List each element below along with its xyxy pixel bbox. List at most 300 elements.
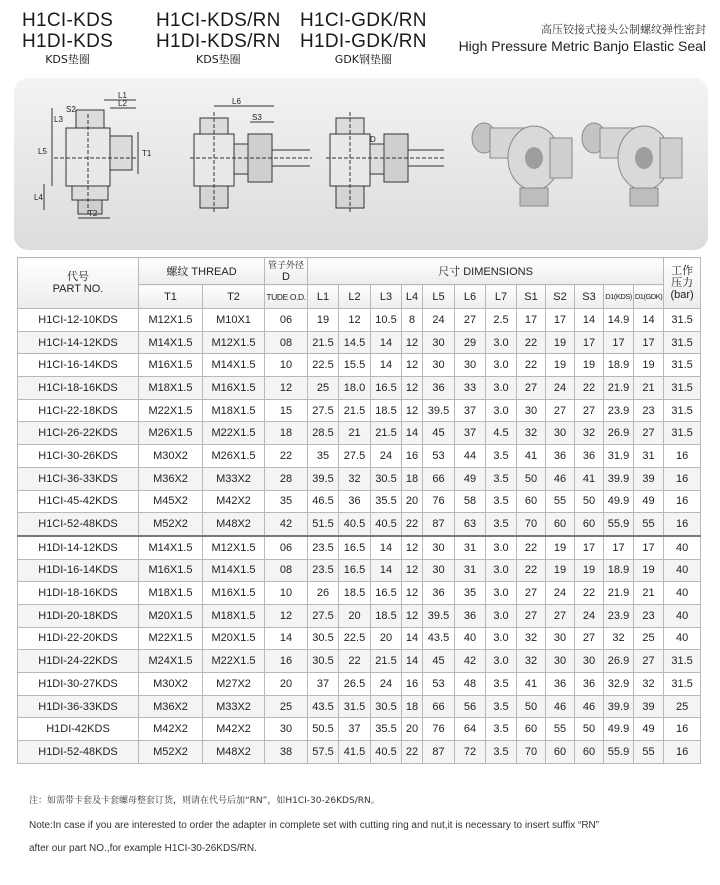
title-subtitle: KDS垫圈 [196,53,241,66]
table-cell: 72 [455,741,486,764]
table-cell: M10X1 [203,309,265,332]
table-cell: 27 [517,582,546,605]
table-cell: 3.0 [486,331,517,354]
table-cell: 40 [664,559,701,582]
table-cell: 27.5 [339,445,371,468]
title-subtitle: KDS垫圈 [45,53,90,66]
table-cell: 23.9 [604,399,634,422]
table-cell: 39.9 [604,695,634,718]
part-number-cell: H1DI-24-22KDS [18,650,139,673]
table-cell: 21 [634,582,664,605]
table-cell: 49 [634,718,664,741]
table-cell: 31 [634,445,664,468]
table-cell: 16.5 [371,377,402,400]
table-cell: M24X1.5 [139,650,203,673]
table-row [18,582,701,605]
part-number-cell: H1DI-14-12KDS [18,536,139,559]
drawing-label-l6: L6 [232,97,241,106]
table-cell: 06 [265,536,308,559]
table-cell: 24 [423,309,455,332]
table-cell: M14X1.5 [139,536,203,559]
table-cell: 18.5 [339,582,371,605]
table-cell: 31.5 [664,422,701,445]
table-row [18,354,701,377]
table-cell: 33 [455,377,486,400]
table-cell: 76 [423,490,455,513]
table-cell: 31.5 [664,309,701,332]
part-number-cell: H1DI-22-20KDS [18,627,139,650]
table-cell: 76 [423,718,455,741]
table-cell: 43.5 [308,695,339,718]
table-cell: 27.5 [308,399,339,422]
table-cell: M16X1.5 [139,559,203,582]
table-cell: 24 [371,673,402,696]
table-cell: 20 [402,718,423,741]
part-number-cell: H1CI-30-26KDS [18,445,139,468]
table-cell: M52X2 [139,513,203,536]
table-cell: 16 [664,490,701,513]
table-cell: 22 [517,331,546,354]
table-cell: 3.0 [486,354,517,377]
table-cell: M30X2 [139,673,203,696]
table-cell: 41 [517,445,546,468]
table-cell: 3.0 [486,604,517,627]
table-cell: 21.9 [604,582,634,605]
table-cell: 27 [517,377,546,400]
table-cell: 30 [423,354,455,377]
table-row [18,331,701,354]
header-l7: L7 [486,285,517,309]
table-cell: 50.5 [308,718,339,741]
table-cell: 43.5 [423,627,455,650]
table-cell: 31.5 [664,377,701,400]
table-cell: 36 [423,582,455,605]
table-cell: 41 [575,467,604,490]
table-cell: 06 [265,309,308,332]
table-cell: 26 [308,582,339,605]
table-cell: 3.5 [486,467,517,490]
header-pressure: 工作 压力 (bar) [664,258,701,309]
table-cell: 14 [371,354,402,377]
table-cell: 3.0 [486,650,517,673]
table-cell: 36 [339,490,371,513]
table-header-row [18,258,701,285]
table-cell: 17 [517,309,546,332]
product-photo-1 [472,123,572,206]
table-cell: 19 [634,354,664,377]
table-cell: 50 [575,490,604,513]
table-cell: 21.5 [371,650,402,673]
table-cell: 31 [455,536,486,559]
table-cell: 12 [339,309,371,332]
table-cell: 51.5 [308,513,339,536]
table-cell: 40.5 [371,741,402,764]
title-line: H1DI-GDK/RN [300,31,427,52]
header-l2: L2 [339,285,371,309]
header-tube: 管子外径 D [265,258,308,285]
table-cell: 58 [455,490,486,513]
table-cell: 36 [423,377,455,400]
table-cell: 55 [546,718,575,741]
table-cell: 12 [265,604,308,627]
table-cell: 22 [517,354,546,377]
table-cell: 40.5 [339,513,371,536]
table-cell: 87 [423,741,455,764]
part-number-cell: H1CI-45-42KDS [18,490,139,513]
table-cell: 21 [339,422,371,445]
table-cell: 10 [265,582,308,605]
header-l3: L3 [371,285,402,309]
table-cell: 27.5 [308,604,339,627]
table-cell: 32.9 [604,673,634,696]
title-line: H1CI-GDK/RN [300,10,427,31]
part-number-cell: H1CI-14-12KDS [18,331,139,354]
table-cell: M26X1.5 [139,422,203,445]
table-cell: 31.5 [664,331,701,354]
table-cell: 14 [371,536,402,559]
table-cell: 3.5 [486,490,517,513]
header-d1-gdk: D1(GDK) [634,285,664,309]
table-cell: 15.5 [339,354,371,377]
table-cell: 55.9 [604,741,634,764]
table-cell: 50 [517,695,546,718]
table-cell: 40.5 [371,513,402,536]
table-cell: 60 [575,513,604,536]
table-cell: 57.5 [308,741,339,764]
drawing-label-s2: S2 [66,105,76,114]
drawing-label-l1: L1 [118,91,127,100]
page-header [0,0,720,78]
table-cell: 25 [265,695,308,718]
table-cell: M36X2 [139,467,203,490]
table-cell: 30.5 [308,627,339,650]
table-cell: 31.5 [664,673,701,696]
table-row [18,445,701,468]
title-subtitle: GDK钢垫圈 [334,53,393,66]
table-cell: 46 [546,695,575,718]
table-row [18,422,701,445]
table-cell: M45X2 [139,490,203,513]
header-thread: 螺纹 THREAD [139,258,265,285]
table-row [18,536,701,559]
table-row [18,467,701,490]
table-cell: 12 [402,582,423,605]
table-cell: 14 [371,331,402,354]
table-cell: 27 [634,422,664,445]
table-cell: 3.0 [486,627,517,650]
header-l6: L6 [455,285,486,309]
table-cell: 66 [423,695,455,718]
table-cell: 19 [575,559,604,582]
table-cell: 87 [423,513,455,536]
table-cell: 4.5 [486,422,517,445]
table-cell: 22 [265,445,308,468]
dimensions-table-wrapper [17,257,700,764]
table-cell: 38 [265,741,308,764]
table-cell: 36 [455,604,486,627]
title-line: H1CI-KDS [22,10,114,31]
table-cell: 08 [265,559,308,582]
drawing-gdk-rn-section [326,112,446,212]
part-number-cell: H1CI-16-14KDS [18,354,139,377]
table-cell: 30 [423,331,455,354]
table-row [18,604,701,627]
table-cell: 27 [455,309,486,332]
table-cell: 18.5 [371,604,402,627]
table-cell: 12 [402,399,423,422]
table-row [18,309,701,332]
table-cell: 16.5 [339,559,371,582]
table-cell: 20 [371,627,402,650]
product-photo-2 [582,123,682,206]
table-cell: M52X2 [139,741,203,764]
header-s3: S3 [575,285,604,309]
table-cell: 23 [634,399,664,422]
table-cell: 41.5 [339,741,371,764]
table-cell: M48X2 [203,741,265,764]
table-cell: 19 [546,536,575,559]
table-cell: 8 [402,309,423,332]
table-cell: 24 [575,604,604,627]
table-cell: 14 [634,309,664,332]
table-cell: 70 [517,513,546,536]
table-cell: 22 [517,559,546,582]
table-cell: 53 [423,445,455,468]
table-cell: 49 [455,467,486,490]
table-cell: M14X1.5 [203,354,265,377]
table-cell: 12 [402,377,423,400]
table-cell: 16 [664,718,701,741]
table-cell: M33X2 [203,695,265,718]
table-cell: 17 [604,536,634,559]
table-cell: 16 [402,445,423,468]
table-cell: 60 [575,741,604,764]
table-cell: 45 [423,422,455,445]
table-cell: 24 [546,582,575,605]
table-cell: 49.9 [604,718,634,741]
header-s1: S1 [517,285,546,309]
table-cell: 27 [546,604,575,627]
table-cell: 17 [604,331,634,354]
table-cell: M18X1.5 [203,604,265,627]
table-cell: 30 [455,354,486,377]
table-cell: 26.5 [339,673,371,696]
table-cell: M14X1.5 [203,559,265,582]
table-cell: 30 [575,650,604,673]
title-column-kds-rn [156,10,281,67]
table-cell: 32 [517,422,546,445]
title-line: H1CI-KDS/RN [156,10,281,31]
table-cell: 3.5 [486,718,517,741]
table-cell: M12X1.5 [203,331,265,354]
table-cell: 16 [664,445,701,468]
table-cell: 35.5 [371,718,402,741]
table-cell: 18 [402,467,423,490]
table-cell: 49 [634,490,664,513]
table-cell: 31.5 [664,650,701,673]
table-cell: 48 [455,673,486,696]
table-row [18,741,701,764]
table-cell: 60 [546,741,575,764]
table-row [18,377,701,400]
note-english-line1: Note:In case if you are interested to order the adapter in complete set with cutting ring and nut,it is necessary to insert suffix “RN” [29,820,600,831]
table-cell: 32 [517,627,546,650]
table-cell: 50 [517,467,546,490]
table-cell: 37 [339,718,371,741]
table-cell: 55 [634,513,664,536]
table-cell: 46.5 [308,490,339,513]
table-cell: 22 [402,513,423,536]
header-l5: L5 [423,285,455,309]
table-cell: 25 [308,377,339,400]
table-cell: 17 [575,536,604,559]
table-body [18,309,701,764]
drawing-label-t2: T2 [88,209,98,218]
table-cell: 30.5 [308,650,339,673]
table-cell: 21.5 [308,331,339,354]
table-cell: 16 [402,673,423,696]
table-cell: 49.9 [604,490,634,513]
table-cell: 27 [517,604,546,627]
table-cell: 39.5 [423,399,455,422]
table-cell: 21.9 [604,377,634,400]
table-cell: 21.5 [339,399,371,422]
table-row [18,627,701,650]
table-cell: 35.5 [371,490,402,513]
table-cell: 19 [634,559,664,582]
table-cell: 30 [265,718,308,741]
drawing-label-t1: T1 [142,149,152,158]
part-number-cell: H1CI-36-33KDS [18,467,139,490]
table-cell: 35 [455,582,486,605]
table-cell: M48X2 [203,513,265,536]
notes-section [29,795,709,855]
part-number-cell: H1DI-42KDS [18,718,139,741]
table-cell: 20 [265,673,308,696]
table-cell: 32 [517,650,546,673]
table-cell: 17 [575,331,604,354]
part-number-cell: H1DI-18-16KDS [18,582,139,605]
table-cell: 39 [634,695,664,718]
table-cell: 27 [634,650,664,673]
table-cell: 30 [423,536,455,559]
table-cell: 12 [402,536,423,559]
table-cell: 22 [575,377,604,400]
table-cell: M33X2 [203,467,265,490]
table-cell: 40 [664,582,701,605]
drawing-label-l2: L2 [118,99,127,108]
header-l4: L4 [402,285,423,309]
table-cell: 19 [308,309,339,332]
table-cell: 3.0 [486,559,517,582]
table-cell: 16 [664,513,701,536]
table-cell: 14 [402,627,423,650]
table-cell: 56 [455,695,486,718]
table-cell: 46 [546,467,575,490]
description-en: High Pressure Metric Banjo Elastic Seal [458,38,706,54]
table-cell: 30.5 [371,695,402,718]
table-row [18,513,701,536]
table-cell: 27 [575,627,604,650]
table-cell: 40 [664,604,701,627]
table-cell: 36 [575,673,604,696]
table-cell: M26X1.5 [203,445,265,468]
table-cell: 3.5 [486,673,517,696]
table-cell: M42X2 [139,718,203,741]
table-cell: 24 [546,377,575,400]
table-cell: 16.5 [339,536,371,559]
table-cell: M30X2 [139,445,203,468]
part-number-cell: H1CI-22-18KDS [18,399,139,422]
table-cell: 12 [402,604,423,627]
table-cell: M22X1.5 [203,650,265,673]
table-cell: 32 [575,422,604,445]
header-d1-kds: D1(KDS) [604,285,634,309]
table-row [18,650,701,673]
part-number-cell: H1DI-30-27KDS [18,673,139,696]
table-cell: M22X1.5 [139,399,203,422]
table-row [18,673,701,696]
table-cell: 12 [402,559,423,582]
table-cell: M36X2 [139,695,203,718]
table-cell: 63 [455,513,486,536]
part-number-cell: H1DI-52-48KDS [18,741,139,764]
table-cell: 42 [265,513,308,536]
table-cell: 22 [517,536,546,559]
table-cell: 16 [664,741,701,764]
table-cell: 30 [546,650,575,673]
table-cell: 37 [308,673,339,696]
title-column-gdk-rn [300,10,427,67]
table-cell: 39.9 [604,467,634,490]
table-cell: 66 [423,467,455,490]
table-cell: M20X1.5 [139,604,203,627]
table-cell: 60 [517,490,546,513]
table-cell: M18X1.5 [203,399,265,422]
table-cell: 23.5 [308,536,339,559]
table-cell: 36 [546,673,575,696]
drawing-label-d: D [370,135,376,144]
title-line: H1DI-KDS/RN [156,31,281,52]
table-cell: 30.5 [371,467,402,490]
table-cell: 14 [575,309,604,332]
table-cell: 25 [634,627,664,650]
table-cell: 3.0 [486,399,517,422]
table-cell: 08 [265,331,308,354]
table-cell: 39.5 [308,467,339,490]
table-cell: M22X1.5 [203,422,265,445]
table-cell: 19 [546,331,575,354]
drawing-label-s3: S3 [252,113,262,122]
title-line: H1DI-KDS [22,31,114,52]
table-cell: 23 [634,604,664,627]
table-cell: 55.9 [604,513,634,536]
table-cell: 70 [517,741,546,764]
dimensions-table [17,257,701,764]
table-cell: 14.5 [339,331,371,354]
table-cell: M42X2 [203,718,265,741]
table-cell: M16X1.5 [203,377,265,400]
table-cell: 35 [308,445,339,468]
table-cell: 18 [402,695,423,718]
table-cell: 30 [546,422,575,445]
drawing-label-l5: L5 [38,147,47,156]
table-cell: 27 [575,399,604,422]
technical-drawing [14,78,708,250]
table-cell: 19 [575,354,604,377]
table-cell: 55 [546,490,575,513]
table-cell: 18.9 [604,559,634,582]
